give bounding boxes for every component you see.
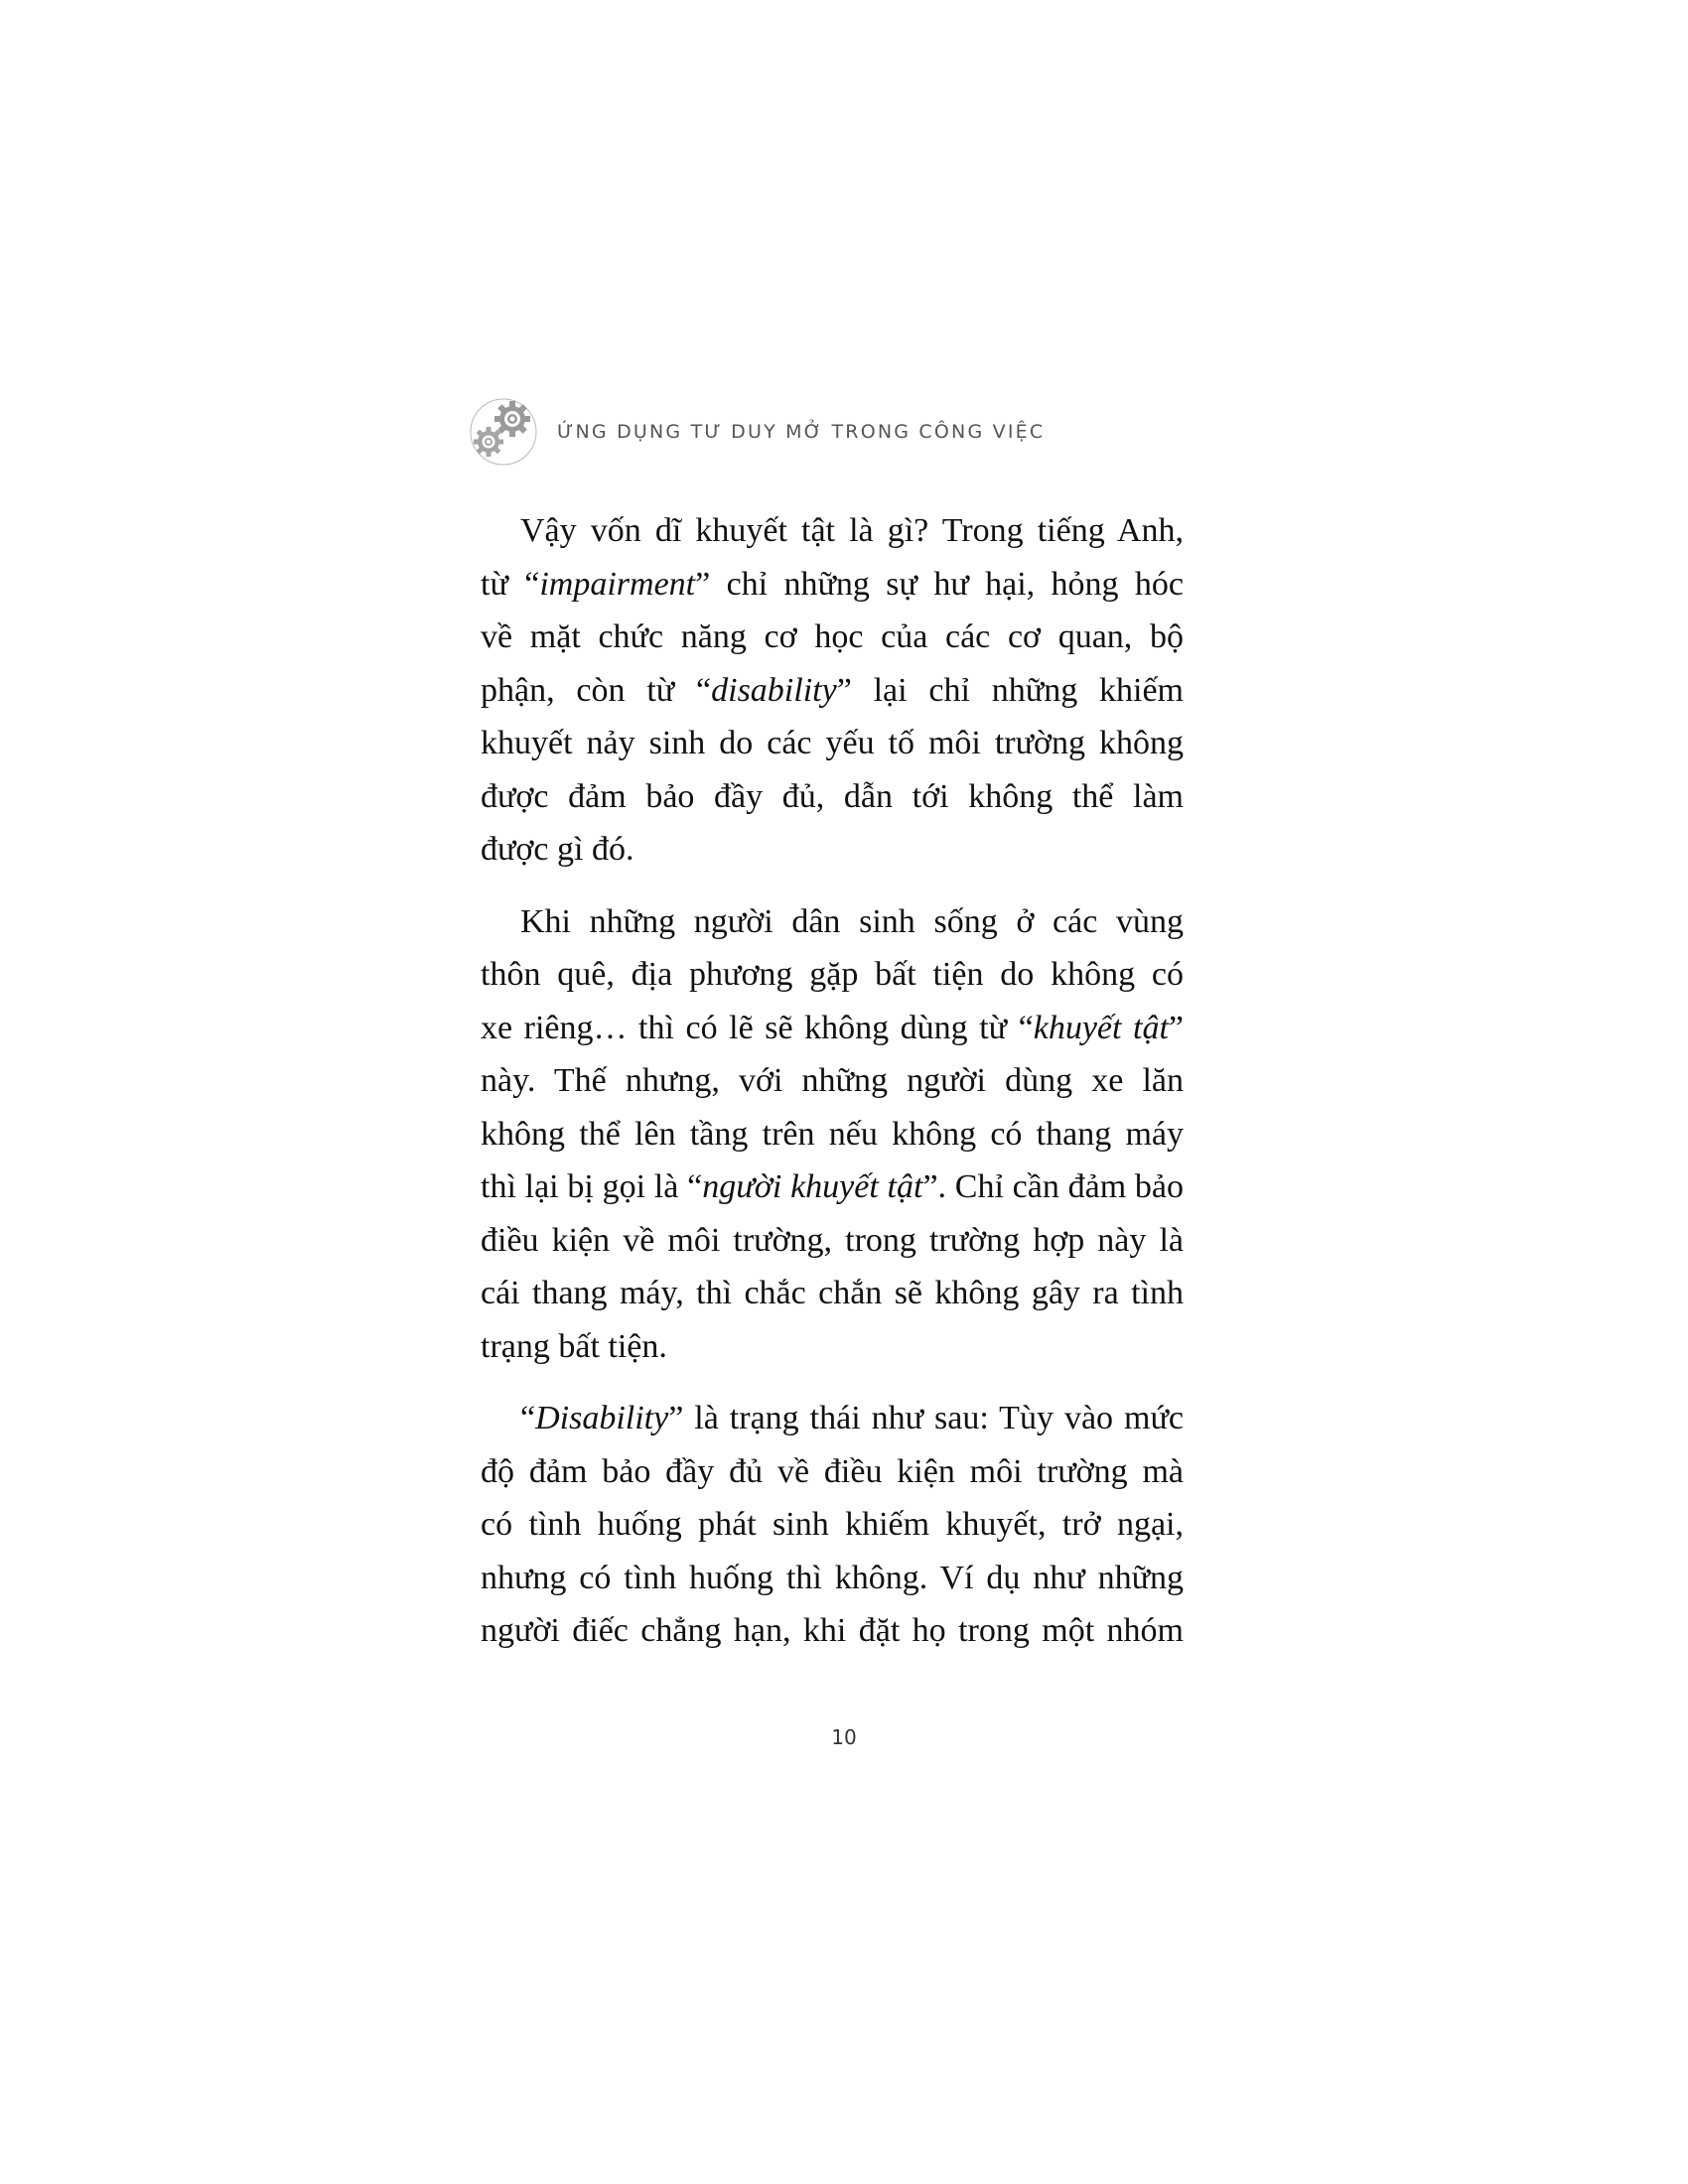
italic-term: impairment bbox=[539, 565, 696, 603]
paragraph bbox=[481, 895, 1184, 1374]
text-line: điều kiện về môi trường, trong trường hợp này là bbox=[481, 1221, 1184, 1259]
text-line: người điếc chẳng hạn, khi đặt họ trong một nhóm bbox=[481, 1612, 1184, 1649]
text-line: có tình huống phát sinh khiếm khuyết, trở ngại, bbox=[481, 1506, 1184, 1543]
text-line: thôn quê, địa phương gặp bất tiện do không có bbox=[481, 956, 1184, 993]
body-text bbox=[481, 504, 1184, 1677]
text-line: từ “impairment” chỉ những sự hư hại, hỏng hóc bbox=[481, 565, 1184, 603]
italic-term: người khuyết tật bbox=[702, 1168, 923, 1205]
gears-icon bbox=[467, 395, 540, 469]
text-line: “Disability” là trạng thái như sau: Tùy vào mức bbox=[520, 1400, 1184, 1436]
text-line: khuyết nảy sinh do các yếu tố môi trường không bbox=[481, 725, 1184, 761]
paragraph bbox=[481, 504, 1184, 877]
text-line: nhưng có tình huống thì không. Ví dụ như những bbox=[481, 1559, 1184, 1596]
text-line: xe riêng… thì có lẽ sẽ không dùng từ “khuyết tật” bbox=[481, 1009, 1184, 1046]
text-line: thì lại bị gọi là “người khuyết tật”. Chỉ cần đảm bảo bbox=[481, 1168, 1185, 1205]
italic-term: disability bbox=[711, 671, 837, 709]
text-line: về mặt chức năng cơ học của các cơ quan, bộ bbox=[481, 618, 1184, 655]
text-line: được đảm bảo đầy đủ, dẫn tới không thể làm bbox=[481, 777, 1184, 815]
text-line: độ đảm bảo đầy đủ về điều kiện môi trường mà bbox=[481, 1452, 1184, 1490]
italic-term: Disability bbox=[535, 1400, 669, 1436]
paragraph bbox=[481, 1392, 1184, 1658]
text-line: Vậy vốn dĩ khuyết tật là gì? Trong tiếng Anh, bbox=[520, 512, 1184, 549]
text-line: được gì đó. bbox=[481, 831, 634, 868]
text-line: Khi những người dân sinh sống ở các vùng bbox=[520, 902, 1184, 940]
text-line: trạng bất tiện. bbox=[481, 1327, 667, 1365]
running-header-title: ỨNG DỤNG TƯ DUY MỞ TRONG CÔNG VIỆC bbox=[557, 421, 1046, 443]
text-line: không thể lên tầng trên nếu không có thang máy bbox=[481, 1115, 1184, 1153]
text-line: phận, còn từ “disability” lại chỉ những khiếm bbox=[481, 671, 1184, 709]
page-number: 10 bbox=[831, 1725, 857, 1749]
italic-term: khuyết tật bbox=[1033, 1009, 1169, 1046]
running-header bbox=[467, 395, 1221, 475]
text-line: cái thang máy, thì chắc chắn sẽ không gây ra tình bbox=[481, 1275, 1184, 1311]
text-line: này. Thế nhưng, với những người dùng xe lăn bbox=[481, 1062, 1184, 1099]
